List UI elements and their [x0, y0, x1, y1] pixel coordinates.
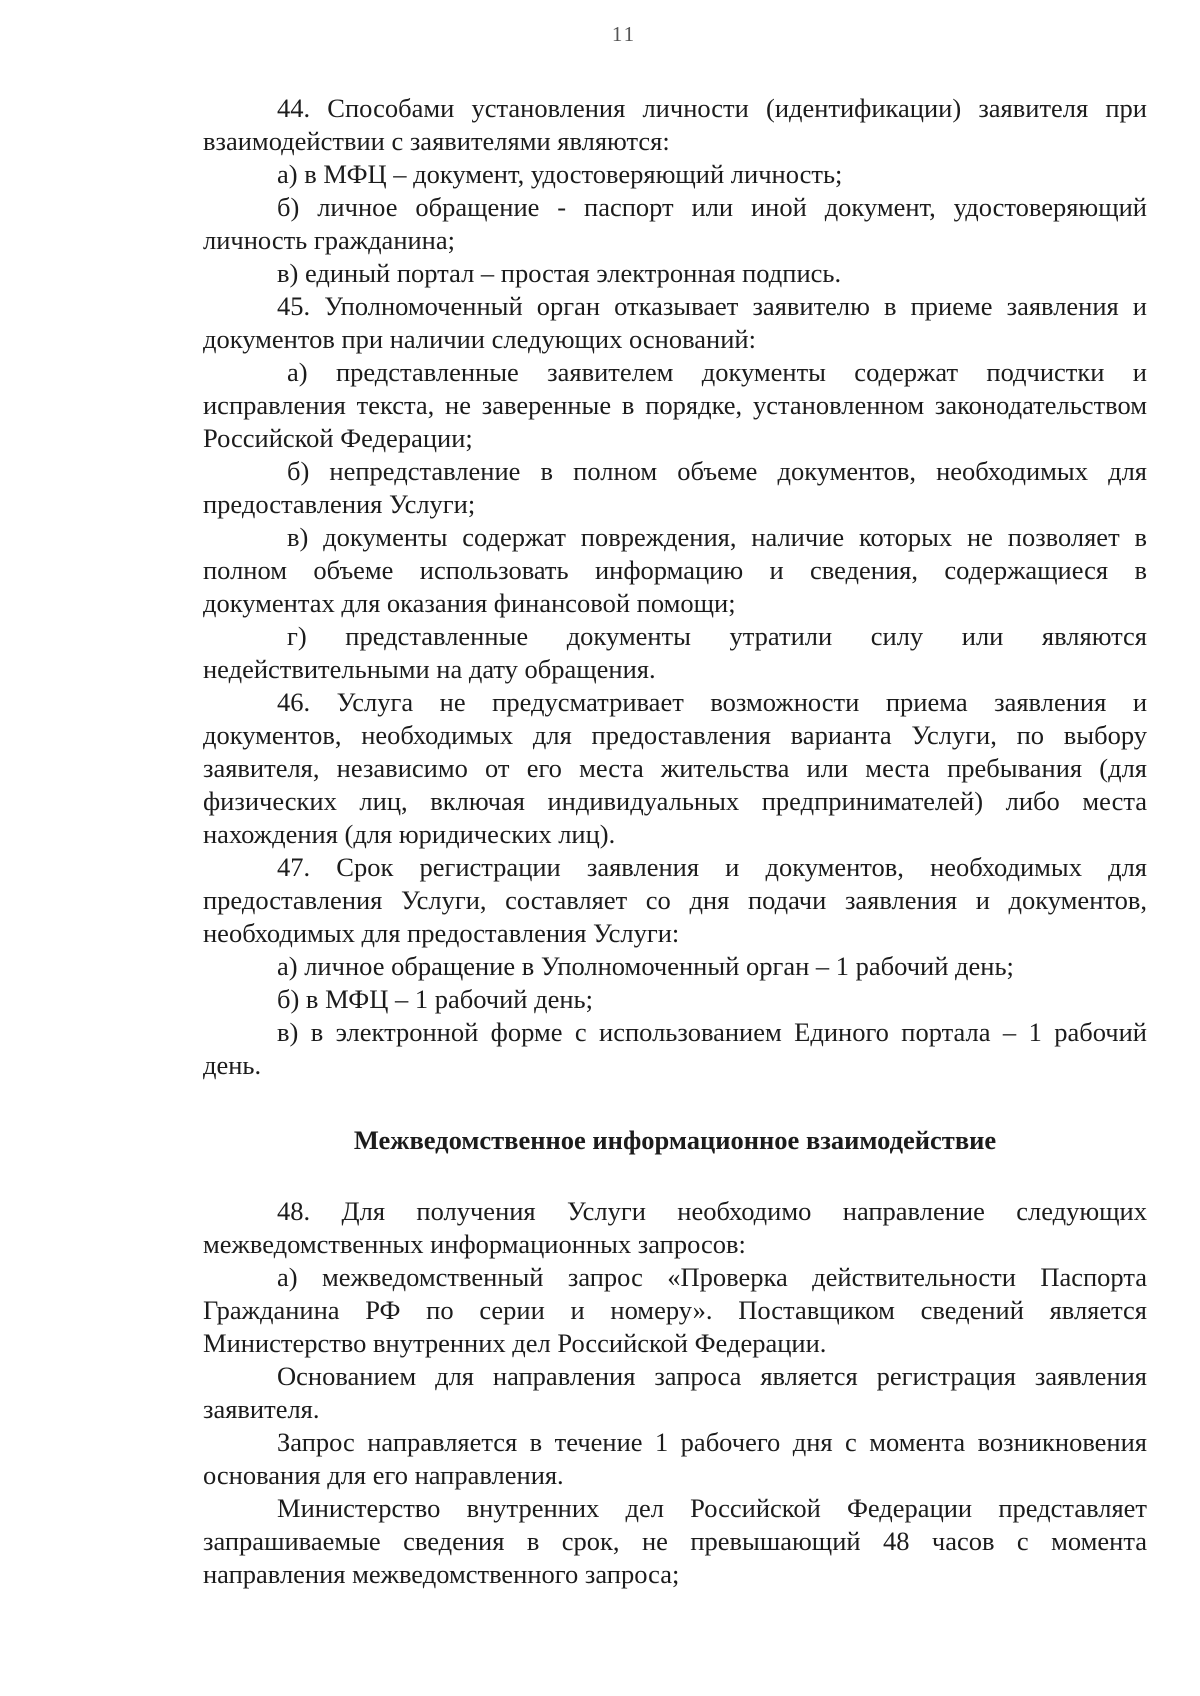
paragraph-44-c: в) единый портал – простая электронная подпись.: [277, 258, 842, 288]
paragraph-45-d: г) представленные документы утратили силу или являются недействительными на дату обращения.: [203, 621, 1147, 684]
paragraph-48-basis: Основанием для направления запроса является регистрация заявления заявителя.: [203, 1361, 1147, 1424]
paragraph-45-c: в) документы содержат повреждения, наличие которых не позволяет в полном объеме использовать информацию и сведения, содержащиеся в документах для оказания финансовой помощи;: [203, 522, 1147, 618]
paragraph-45: 45. Уполномоченный орган отказывает заявителю в приеме заявления и документов при наличии следующих оснований:: [203, 291, 1147, 354]
section-heading: Межведомственное информационное взаимодействие: [353, 1125, 997, 1155]
paragraph-47-b: б) в МФЦ – 1 рабочий день;: [277, 984, 593, 1014]
paragraph-48-response: Министерство внутренних дел Российской Федерации представляет запрашиваемые сведения в срок, не превышающий 48 часов с момента направления межведомственного запроса;: [203, 1493, 1147, 1589]
paragraph-47-a: а) личное обращение в Уполномоченный орган – 1 рабочий день;: [277, 951, 1014, 981]
paragraph-44-a: а) в МФЦ – документ, удостоверяющий личность;: [277, 159, 843, 189]
paragraph-46: 46. Услуга не предусматривает возможности приема заявления и документов, необходимых для предоставления варианта Услуги, по выбору заявителя, независимо от его места жительства или места пребывания (для физических лиц, включая индивидуальных предпринимателей) либо места нахождения (для юридических лиц).: [203, 687, 1147, 849]
document-body: [203, 92, 1147, 1591]
paragraph-44-b: б) личное обращение - паспорт или иной документ, удостоверяющий личность гражданина;: [203, 192, 1147, 255]
page-number: 11: [611, 22, 637, 46]
paragraph-48-timing: Запрос направляется в течение 1 рабочего дня с момента возникновения основания для его направления.: [203, 1427, 1147, 1490]
paragraph-45-a: а) представленные заявителем документы содержат подчистки и исправления текста, не заверенные в порядке, установленном законодательством Российской Федерации;: [203, 357, 1147, 453]
paragraph-47: 47. Срок регистрации заявления и документов, необходимых для предоставления Услуги, составляет со дня подачи заявления и документов, необходимых для предоставления Услуги:: [203, 852, 1147, 948]
paragraph-48-a: а) межведомственный запрос «Проверка действительности Паспорта Гражданина РФ по серии и номеру». Поставщиком сведений является Министерство внутренних дел Российской Федерации.: [203, 1262, 1147, 1358]
paragraph-44: 44. Способами установления личности (идентификации) заявителя при взаимодействии с заявителями являются:: [203, 93, 1147, 156]
paragraph-47-c: в) в электронной форме с использованием Единого портала – 1 рабочий день.: [203, 1017, 1147, 1080]
paragraph-48: 48. Для получения Услуги необходимо направление следующих межведомственных информационных запросов:: [203, 1196, 1147, 1259]
paragraph-45-b: б) непредставление в полном объеме документов, необходимых для предоставления Услуги;: [203, 456, 1147, 519]
